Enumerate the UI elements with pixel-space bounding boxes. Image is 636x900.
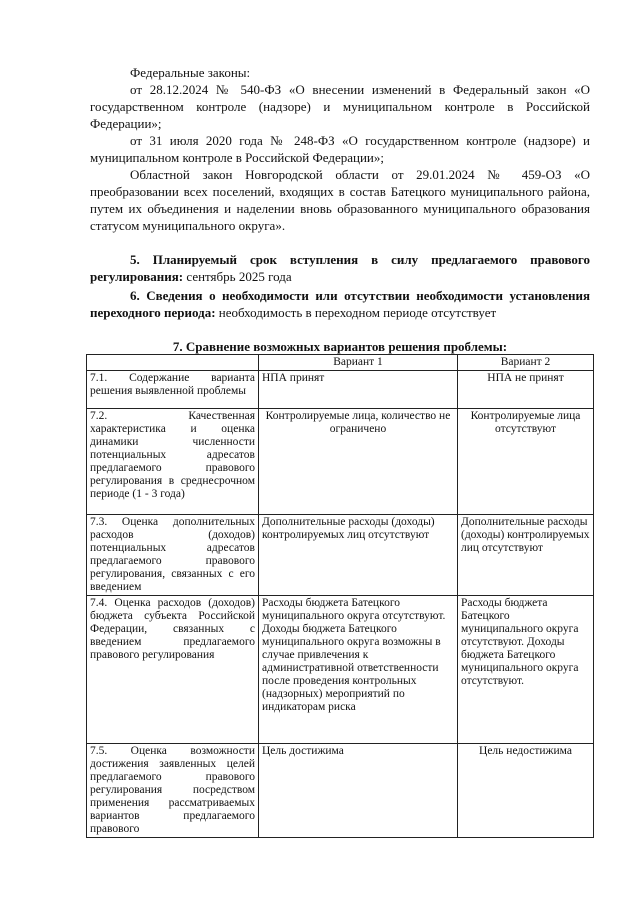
row-variant-2: Контролируемые лица отсутствуют [458, 409, 594, 515]
row-variant-1: Контролируемые лица, количество не ограничено [259, 409, 458, 515]
table-row [87, 596, 594, 744]
row-variant-1: Расходы бюджета Батецкого муниципального округа отсутствуют. Доходы бюджета Батецкого муниципального округа возможны в случае привлечения к административной ответственности после проведения контрольных (надзорных) мероприятий по индикаторам риска [259, 596, 458, 744]
comparison-table [86, 354, 594, 838]
row-criterion: 7.1. Содержание варианта решения выявленной проблемы [87, 371, 259, 409]
header-empty-cell [87, 355, 259, 371]
table-row [87, 744, 594, 838]
law-item-1: от 28.12.2024 № 540-ФЗ «О внесении изменений в Федеральный закон «О государственном контроле (надзоре) и муниципальном контроле в Российской Федерации»; [90, 82, 590, 131]
laws-heading: Федеральные законы: [130, 65, 251, 80]
row-variant-1: НПА принят [259, 371, 458, 409]
header-variant-2: Вариант 2 [458, 355, 594, 371]
section-5-value: сентябрь 2025 года [186, 269, 292, 284]
row-variant-2: Дополнительные расходы (доходы) контролируемых лиц отсутствуют [458, 515, 594, 596]
law-item-3: Областной закон Новгородской области от 29.01.2024 № 459-ОЗ «О преобразовании всех поселений, входящих в состав Батецкого муниципального района, путем их объединения и наделении вновь образованного муниципального образования статусом муниципального округа». [90, 167, 590, 233]
table-header-row [87, 355, 594, 371]
law-item-2: от 31 июля 2020 года № 248-ФЗ «О государственном контроле (надзоре) и муниципальном контроле в Российской Федерации»; [90, 133, 590, 165]
row-variant-1: Цель достижима [259, 744, 458, 838]
section-6 [90, 287, 590, 321]
table-row [87, 515, 594, 596]
row-variant-1: Дополнительные расходы (доходы) контролируемых лиц отсутствуют [259, 515, 458, 596]
table-row [87, 409, 594, 515]
section-5-title: 5. Планируемый срок вступления в силу предлагаемого правового регулирования: [90, 252, 590, 284]
row-criterion: 7.3. Оценка дополнительных расходов (доходов) потенциальных адресатов предлагаемого правового регулирования, связанных с его введением [87, 515, 259, 596]
section-7-title: 7. Сравнение возможных вариантов решения проблемы: [172, 339, 508, 354]
row-criterion: 7.5. Оценка возможности достижения заявленных целей предлагаемого правового регулирования посредством применения рассматриваемых вариантов предлагаемого правового [87, 744, 259, 838]
row-variant-2: Цель недостижима [458, 744, 594, 838]
table-row [87, 371, 594, 409]
row-criterion: 7.4. Оценка расходов (доходов) бюджета субъекта Российской Федерации, связанных с введением предлагаемого правового регулирования [87, 596, 259, 744]
section-5 [90, 251, 590, 285]
header-variant-1: Вариант 1 [259, 355, 458, 371]
section-6-value: необходимость в переходном периоде отсутствует [218, 305, 497, 320]
row-variant-2: НПА не принят [458, 371, 594, 409]
row-criterion: 7.2. Качественная характеристика и оценка динамики численности потенциальных адресатов предлагаемого правового регулирования в среднесрочном периоде (1 - 3 года) [87, 409, 259, 515]
row-variant-2: Расходы бюджета Батецкого муниципального округа отсутствуют. Доходы бюджета Батецкого муниципального округа отсутствуют. [458, 596, 594, 744]
section-6-title: 6. Сведения о необходимости или отсутствии необходимости установления переходного периода: [90, 288, 590, 320]
